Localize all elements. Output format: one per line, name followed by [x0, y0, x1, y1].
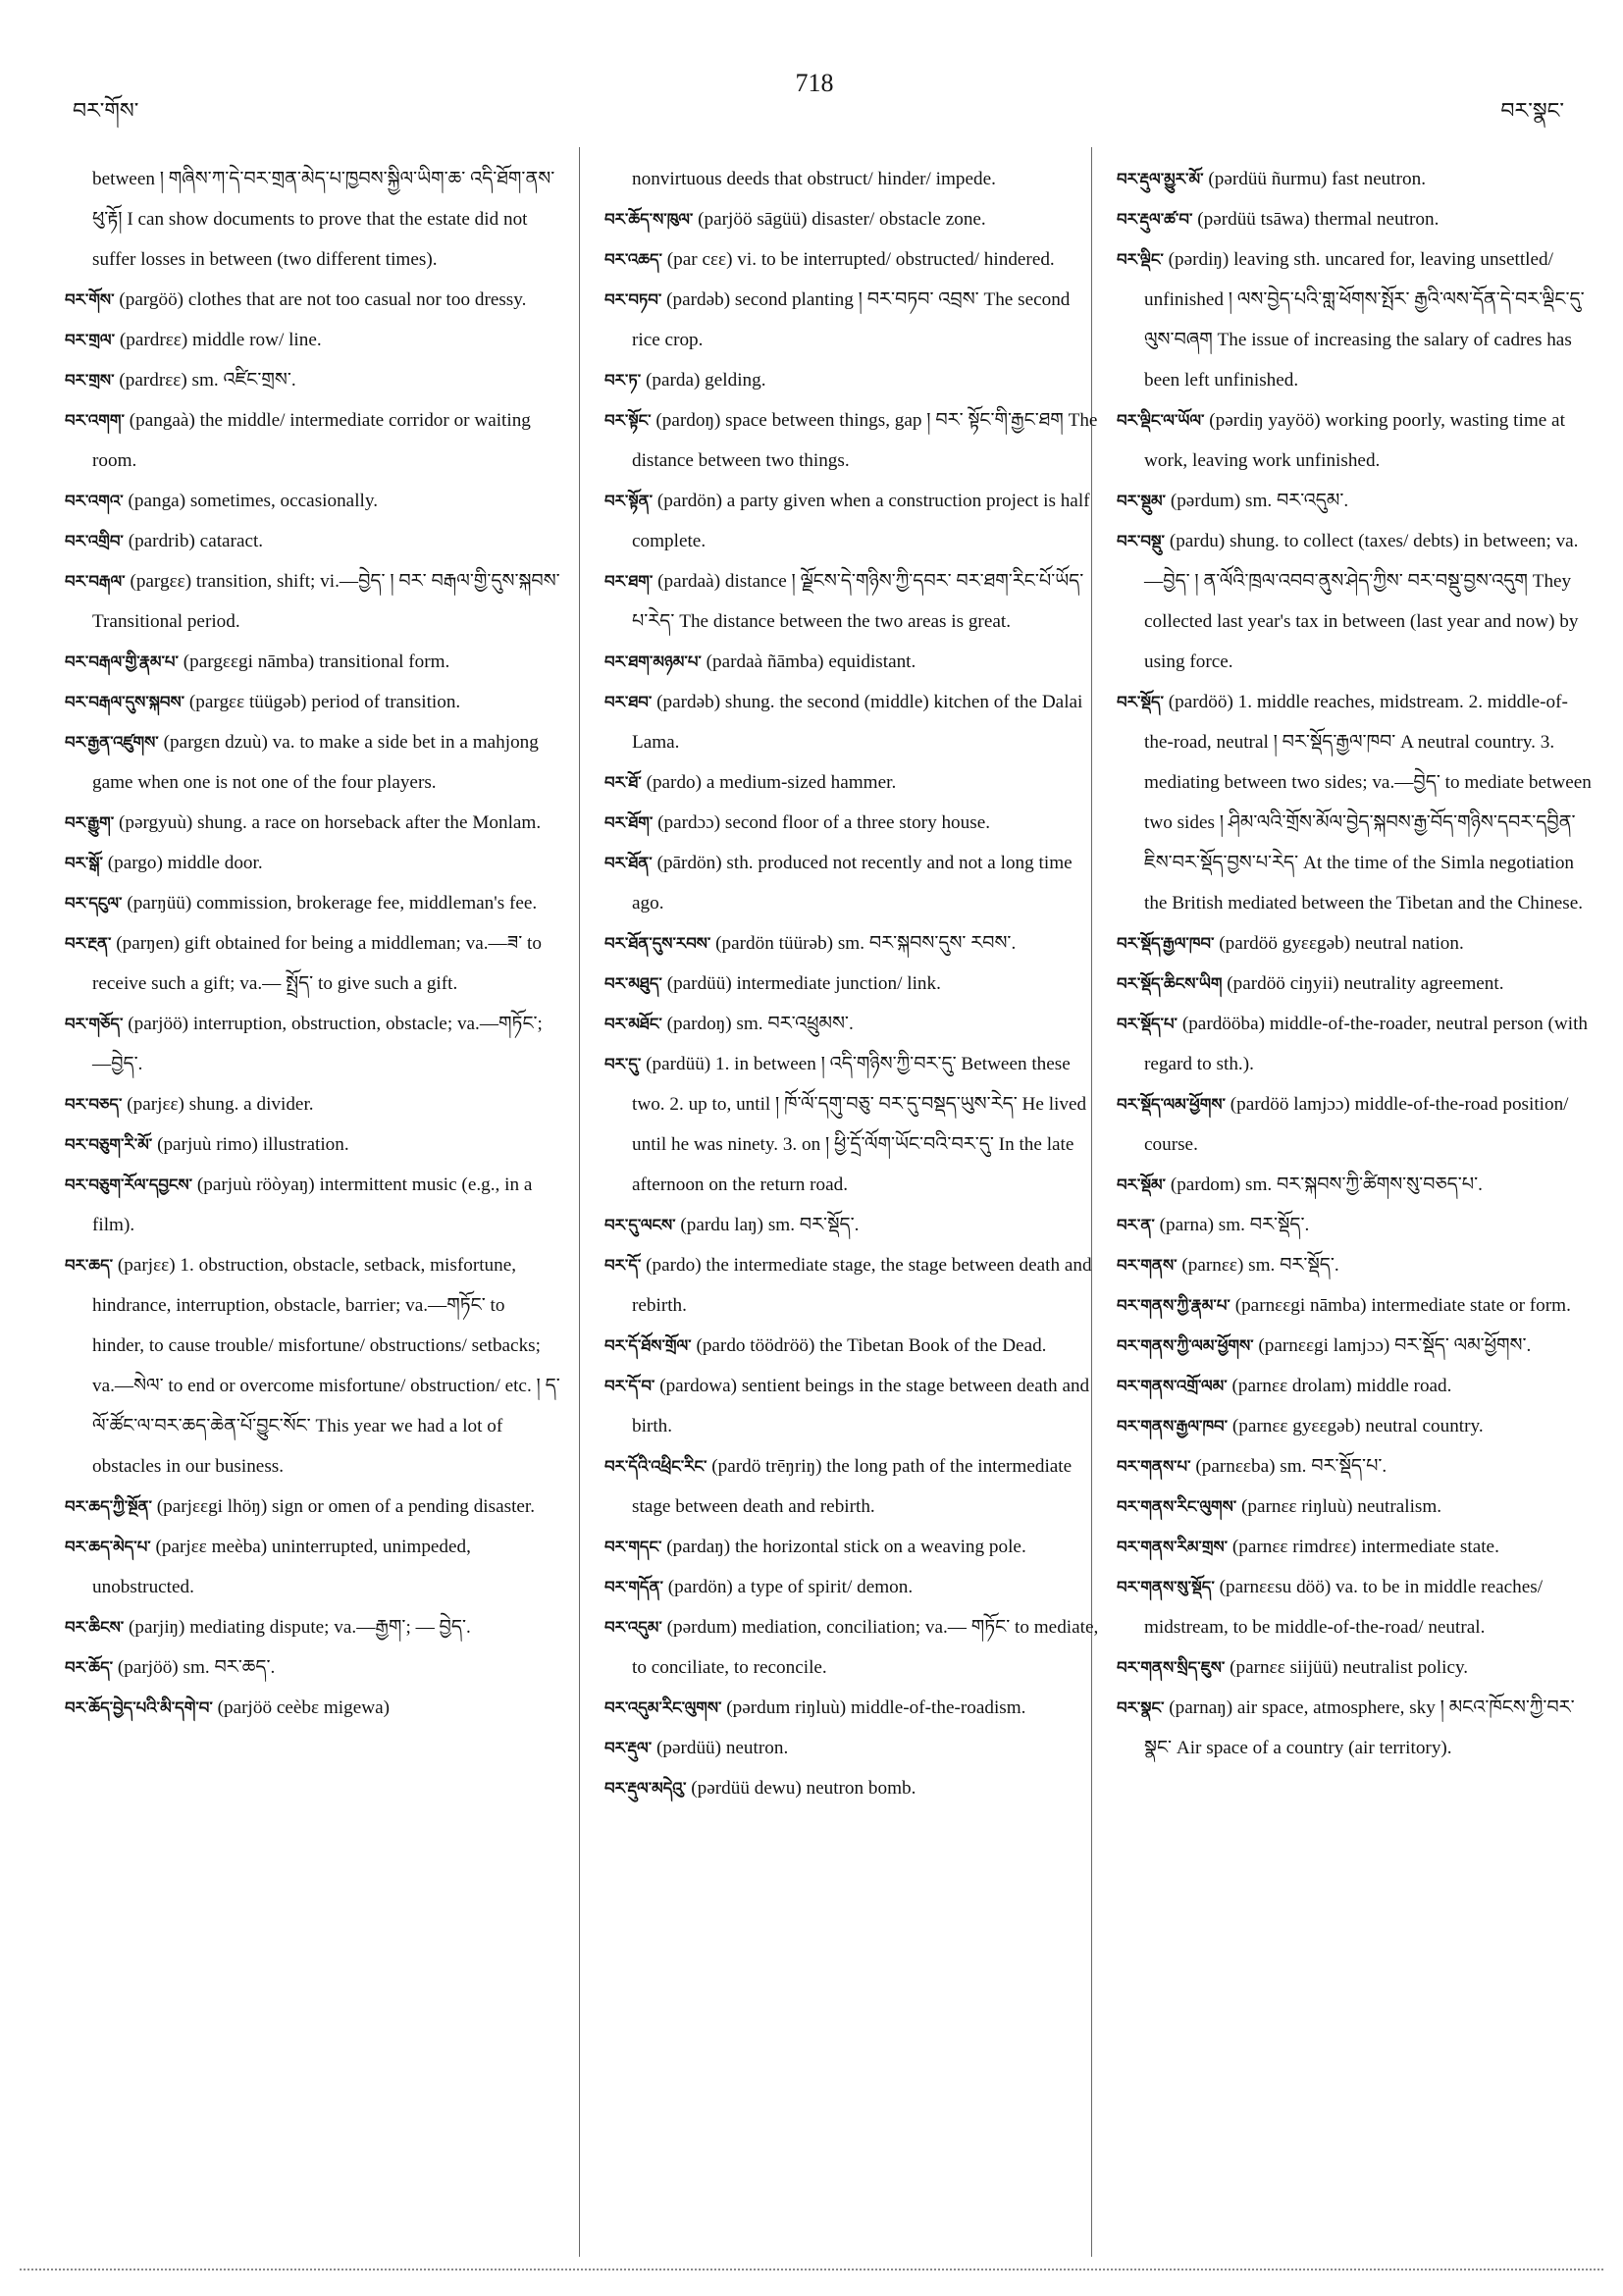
dictionary-entry: [43, 1688, 561, 1728]
dictionary-entry: [1095, 1487, 1596, 1527]
dictionary-entry: [43, 1084, 561, 1124]
entry-definition: (parjöö) sm. བར་ཆད་.: [117, 1657, 276, 1678]
entry-headword: བར་སྡོད་: [1117, 693, 1164, 711]
dictionary-entry: [1095, 199, 1596, 239]
entry-headword: བར་རྡུལ་: [604, 1739, 653, 1757]
entry-definition: (pardöö lamjɔɔ) middle-of-the-road position/ course.: [1144, 1094, 1569, 1155]
entry-definition: (panga) sometimes, occasionally.: [128, 491, 379, 511]
entry-definition: (pardö trēŋriŋ) the long path of the intermediate stage between death and rebirth.: [632, 1456, 1073, 1517]
dictionary-entry: [43, 883, 561, 923]
entry-headword: བར་དུ་ལངས་: [604, 1216, 676, 1234]
dictionary-entry: [43, 1607, 561, 1647]
entry-headword: བར་རྡུལ་མདེའུ་: [604, 1779, 687, 1798]
entry-definition: (parda) gelding.: [645, 370, 766, 391]
entry-headword: བར་གནས་རྒྱལ་ཁབ་: [1117, 1417, 1229, 1435]
entry-definition: (parnεε riŋluù) neutralism.: [1240, 1496, 1442, 1517]
entry-headword: བར་རྒྱན་འཛུགས་: [65, 733, 159, 752]
entry-headword: བར་འདུམ་: [604, 1618, 662, 1637]
column-1: [43, 159, 561, 2229]
entry-headword: བར་རྡུལ་མྱུར་མོ་: [1117, 170, 1204, 188]
dictionary-entry: [583, 400, 1099, 481]
entry-headword: བར་ཐག་: [604, 572, 654, 591]
entry-headword: བར་ཐག་མཉམ་པ་: [604, 652, 702, 671]
dictionary-entry: [43, 682, 561, 722]
dictionary-entry: [1095, 239, 1596, 400]
entry-headword: བར་ཐོན་དུས་རབས་: [604, 934, 711, 953]
dictionary-entry: [1095, 1688, 1596, 1768]
entry-definition: (pargεn dzuù) va. to make a side bet in a mahjong game when one is not one of the four players.: [92, 732, 539, 793]
dictionary-entry: [583, 239, 1099, 280]
dictionary-entry: [1095, 1165, 1596, 1205]
entry-definition: (parjuù rimo) illustration.: [157, 1134, 349, 1155]
dictionary-entry: [1095, 1285, 1596, 1326]
entry-headword: བར་གོས་: [65, 290, 115, 309]
entry-headword: བར་ཆད་: [65, 1256, 114, 1275]
entry-definition: (pardəb) shung. the second (middle) kitchen of the Dalai Lama.: [632, 692, 1083, 753]
entry-definition: (pardɔɔ) second floor of a three story house.: [657, 812, 991, 833]
dictionary-entry: [43, 1245, 561, 1487]
entry-definition: (parjöö) interruption, obstruction, obstacle; va.—གཏོང་; —བྱེད་.: [92, 1014, 543, 1074]
entry-definition: (pardöö) 1. middle reaches, midstream. 2. middle-of-the-road, neutral ། བར་སྡོད་རྒྱལ་ཁབ་ A neutral country. 3. mediating between two sides; va.—བྱེད་ to mediate between two sides ། ཤིམ་ལའི་གྲོས་མོལ་བྱེད་སྐབས་རྒྱ་བོད་གཉིས་དབར་དབྱིན་ ཇིས་བར་སྡོད་བྱས་པ་རེད་ At the time of the Simla negotiation the British mediated between the Tibetan and the Chinese.: [1144, 692, 1592, 913]
entry-definition: (pərdiŋ yayöö) working poorly, wasting time at work, leaving work unfinished.: [1144, 410, 1565, 471]
entry-definition: (parnεε siijüü) neutralist policy.: [1230, 1657, 1469, 1678]
entry-headword: བར་ཐབ་: [604, 693, 653, 711]
entry-definition: (pardo töödröö) the Tibetan Book of the Dead.: [696, 1335, 1047, 1356]
dictionary-entry: [1095, 1245, 1596, 1285]
entry-headword: བར་བཅུག་རི་མོ་: [65, 1135, 153, 1154]
entry-definition: (parjεεgi lhöŋ) sign or omen of a pending disaster.: [156, 1496, 536, 1517]
dictionary-entry: [583, 1527, 1099, 1567]
entry-headword: བར་སྡོད་རྒྱལ་ཁབ་: [1117, 934, 1215, 953]
entry-headword: བར་གནས་འགྲོ་ལམ་: [1117, 1377, 1228, 1395]
entry-definition: (parnεε) sm. བར་སྡོད་.: [1181, 1255, 1339, 1276]
dictionary-entry: [583, 923, 1099, 964]
entry-definition: (pardöö gyεεgəb) neutral nation.: [1219, 933, 1464, 954]
dictionary-entry: [1095, 923, 1596, 964]
dictionary-entry: [1095, 1446, 1596, 1487]
entry-headword: བར་གཅོད་: [65, 1015, 124, 1033]
entry-headword: བར་དོའི་འཕྲིང་རིང་: [604, 1457, 707, 1476]
entry-definition: (pārdön) sth. produced not recently and not a long time ago.: [632, 853, 1073, 913]
entry-headword: བར་དོ་: [604, 1256, 642, 1275]
dictionary-entry: [583, 682, 1099, 762]
dictionary-entry: [583, 1728, 1099, 1768]
entry-definition: (pərdüü) neutron.: [655, 1738, 789, 1758]
entry-definition: (parjöö ceèbε migewa): [217, 1697, 390, 1718]
entry-definition: (pargεεgi nāmba) transitional form.: [183, 652, 450, 672]
dictionary-entry: [1095, 1004, 1596, 1084]
dictionary-entry: [1095, 1084, 1596, 1165]
entry-definition: (pardön) a type of spirit/ demon.: [667, 1577, 914, 1597]
entry-headword: བར་གནས་སྲིད་ཇུས་: [1117, 1658, 1226, 1677]
entry-headword: བར་རྡུལ་ཚ་བ་: [1117, 210, 1193, 229]
entry-definition: (parnεεgi nāmba) intermediate state or form.: [1234, 1295, 1571, 1316]
entry-headword: བར་འཆད་: [604, 250, 662, 269]
entry-headword: བར་དོ་ཐོས་གྲོལ་: [604, 1336, 692, 1355]
dictionary-entry: [583, 1326, 1099, 1366]
entry-headword: བར་ཆིངས་: [65, 1618, 125, 1637]
entry-headword: བར་སྣང་: [1117, 1698, 1165, 1717]
entry-definition: (parna) sm. བར་སྡོད་.: [1159, 1215, 1310, 1235]
entry-definition: (pardo) the intermediate stage, the stage between death and rebirth.: [632, 1255, 1092, 1316]
dictionary-entry: [43, 521, 561, 561]
entry-headword: བར་དོ་བ་: [604, 1377, 655, 1395]
entry-definition: (pardrεε) middle row/ line.: [119, 330, 322, 350]
entry-definition: (pardön) a party given when a construction project is half complete.: [632, 491, 1090, 551]
dictionary-entry: [1095, 521, 1596, 682]
entry-headword: བར་སྒོ་: [65, 854, 103, 872]
dictionary-entry: [583, 481, 1099, 561]
entry-definition: (pardoŋ) sm. བར་འཕྲུམས་.: [666, 1014, 854, 1034]
entry-definition: (pardu laŋ) sm. བར་སྡོད་.: [680, 1215, 860, 1235]
entry-definition: (pardaà) distance ། ལྗོངས་དེ་གཉིས་ཀྱི་དབར་ བར་ཐག་རིང་པོ་ཡོད་པ་རེད་ The distance between the two areas is great.: [632, 571, 1084, 632]
running-head-left: བར་གོས་: [73, 99, 139, 124]
entry-definition: (pərgyuù) shung. a race on horseback after the Monlam.: [119, 812, 542, 833]
entry-definition: (pardaà ñāmba) equidistant.: [706, 652, 916, 672]
dictionary-entry: [43, 280, 561, 320]
entry-headword: བར་བཏབ་: [604, 290, 662, 309]
entry-headword: བར་ན་: [1117, 1216, 1155, 1234]
running-head-right: བར་སྣང་: [1500, 99, 1564, 124]
dictionary-entry: [583, 1567, 1099, 1607]
dictionary-entry: [1095, 1366, 1596, 1406]
dictionary-entry: [1095, 1406, 1596, 1446]
dictionary-entry: [583, 1688, 1099, 1728]
entry-definition: (parnεε rimdrεε) intermediate state.: [1231, 1537, 1499, 1557]
entry-definition: (pargεε) transition, shift; vi.—བྱེད་ ། བར་ བརྒལ་གྱི་དུས་སྐབས་ Transitional period.: [92, 571, 560, 632]
entry-continuation: [43, 159, 561, 280]
entry-definition: (parnεε gyεεgəb) neutral country.: [1231, 1416, 1484, 1436]
dictionary-entry: [583, 803, 1099, 843]
entry-definition: (parnεεba) sm. བར་སྡོད་པ་.: [1195, 1456, 1387, 1477]
entry-headword: བར་མཐུད་: [604, 974, 662, 993]
dictionary-entry: [583, 1366, 1099, 1446]
dictionary-entry: [1095, 682, 1596, 923]
dictionary-entry: [43, 561, 561, 642]
entry-definition: (pərdiŋ) leaving sth. uncared for, leaving unsettled/ unfinished ། ལས་བྱེད་པའི་གླ་ཕོགས་སྤོར་ རྒྱའི་ལས་དོན་དེ་བར་ལྡིང་དུ་ལུས་བཞག The issue of increasing the salary of cadres has been left unfinished.: [1144, 249, 1585, 391]
entry-definition: (pardööba) middle-of-the-roader, neutral person (with regard to sth.).: [1144, 1014, 1589, 1074]
dictionary-entry: [43, 1004, 561, 1084]
dictionary-entry: [583, 280, 1099, 360]
dictionary-entry: [43, 1124, 561, 1165]
entry-headword: བར་ལྡིང་ལ་ཡོལ་: [1117, 411, 1205, 430]
entry-definition: (pargöö) clothes that are not too casual nor too dressy.: [119, 289, 527, 310]
entry-definition: between ། གཞིས་ཀ་དེ་བར་གྲན་མེད་པ་ཁྱབས་སྐྱིལ་ཡིག་ཆ་ འདི་ཐོག་ནས་ཕུ་རྟོ། I can show documents to prove that the estate did not suffer losses in between (two different times).: [92, 169, 555, 270]
dictionary-entry: [43, 400, 561, 481]
dictionary-entry: [1095, 964, 1596, 1004]
entry-headword: བར་ཆོད་: [65, 1658, 114, 1677]
dictionary-entry: [583, 1768, 1099, 1808]
entry-definition: (pardəb) second planting ། བར་བཏབ་ འབྲས་ The second rice crop.: [632, 289, 1071, 350]
entry-definition: (pərdüü tsāwa) thermal neutron.: [1197, 209, 1440, 230]
dictionary-entry: [1095, 1527, 1596, 1567]
dictionary-entry: [43, 642, 561, 682]
entry-headword: བར་ཆད་མེད་པ་: [65, 1538, 151, 1556]
entry-definition: (parnεεgi lamjɔɔ) བར་སྡོད་ ལམ་ཕྱོགས་.: [1258, 1335, 1532, 1356]
dictionary-entry: [583, 199, 1099, 239]
entry-definition: (par cεε) vi. to be interrupted/ obstructed/ hindered.: [666, 249, 1055, 270]
entry-definition: (pangaà) the middle/ intermediate corridor or waiting room.: [92, 410, 531, 471]
dictionary-entry: [1095, 1567, 1596, 1647]
column-2: [583, 159, 1099, 2229]
dictionary-entry: [583, 642, 1099, 682]
entry-definition: (parŋüü) commission, brokerage fee, middleman's fee.: [127, 893, 538, 913]
dictionary-entry: [43, 360, 561, 400]
dictionary-entry: [1095, 400, 1596, 481]
entry-definition: (pardo) a medium-sized hammer.: [646, 772, 897, 793]
entry-headword: བར་གནས་སུ་སྡོད་: [1117, 1578, 1215, 1596]
entry-definition: nonvirtuous deeds that obstruct/ hinder/ impede.: [632, 169, 996, 189]
entry-definition: (pardön tüürəb) sm. བར་སྐབས་དུས་ རབས་.: [715, 933, 1017, 954]
entry-definition: (pardaŋ) the horizontal stick on a weaving pole.: [666, 1537, 1026, 1557]
entry-headword: བར་རྒྱུག་: [65, 813, 115, 832]
entry-headword: བར་ལྡིང་: [1117, 250, 1164, 269]
entry-definition: (pərdum riŋluù) middle-of-the-roadism.: [726, 1697, 1026, 1718]
entry-headword: བར་སྡོད་ཆིངས་ཡིག: [1117, 974, 1223, 993]
dictionary-entry: [1095, 1326, 1596, 1366]
dictionary-entry: [43, 1165, 561, 1245]
entry-headword: བར་ཏ་: [604, 371, 642, 390]
entry-definition: (parjuù röòyaŋ) intermittent music (e.g., in a film).: [92, 1174, 533, 1235]
entry-definition: (pargεε tüügəb) period of transition.: [188, 692, 461, 712]
dictionary-entry: [583, 561, 1099, 642]
entry-definition: (parnaŋ) air space, atmosphere, sky ། མངའ་ཁོངས་ཀྱི་བར་སྣང་ Air space of a country (air territory).: [1144, 1697, 1575, 1758]
entry-definition: (pardom) sm. བར་སྐབས་ཀྱི་ཚིགས་སུ་བཅད་པ་.: [1170, 1174, 1483, 1195]
entry-headword: བར་འགྲིབ་: [65, 532, 124, 550]
column-3: [1095, 159, 1596, 2229]
page-number: 718: [795, 69, 834, 97]
entry-headword: བར་ཆད་ཀྱི་སྔོན་: [65, 1497, 152, 1516]
entry-headword: བར་སྡོམ་: [1117, 1175, 1167, 1194]
entry-headword: བར་གྲལ་: [65, 331, 116, 349]
entry-definition: (pardöö ciŋyii) neutrality agreement.: [1227, 973, 1504, 994]
entry-headword: བར་གྲས་: [65, 371, 115, 390]
dictionary-entry: [1095, 159, 1596, 199]
dictionary-entry: [43, 1647, 561, 1688]
entry-headword: བར་གདོན་: [604, 1578, 663, 1596]
footer-dotted-rule: [20, 2269, 1603, 2270]
entry-headword: བར་གནས་: [1117, 1256, 1178, 1275]
entry-definition: (parjiŋ) mediating dispute; va.—རྒྱག་; — བྱེད་.: [129, 1617, 471, 1638]
entry-headword: བར་བསྡུ་: [1117, 532, 1166, 550]
entry-definition: (pərdüü dewu) neutron bomb.: [691, 1778, 916, 1799]
entry-definition: (pardowa) sentient beings in the stage between death and birth.: [632, 1376, 1090, 1436]
dictionary-entry: [1095, 481, 1596, 521]
entry-headword: བར་དངུལ་: [65, 894, 123, 913]
entry-headword: བར་ཐོན་: [604, 854, 653, 872]
dictionary-entry: [1095, 1205, 1596, 1245]
dictionary-entry: [583, 1607, 1099, 1688]
entry-definition: (pardoŋ) space between things, gap ། བར་ སྟོང་གི་རྒྱང་ཐག The distance between two things.: [632, 410, 1098, 471]
entry-definition: (parjöö sāgüü) disaster/ obstacle zone.: [698, 209, 986, 230]
entry-definition: (pərdum) mediation, conciliation; va.— གཏོང་ to mediate, to conciliate, to reconcile.: [632, 1617, 1099, 1678]
entry-definition: (pərdum) sm. བར་འདུམ་.: [1170, 491, 1349, 511]
dictionary-entry: [43, 481, 561, 521]
dictionary-entry: [583, 1245, 1099, 1326]
entry-headword: བར་བརྒལ་གྱི་རྣམ་པ་: [65, 652, 179, 671]
entry-headword: བར་ཐོག་: [604, 813, 654, 832]
dictionary-entry: [43, 320, 561, 360]
entry-headword: བར་སྟོང་: [604, 411, 652, 430]
entry-headword: བར་གནས་ཀྱི་ལམ་ཕྱོགས་: [1117, 1336, 1254, 1355]
entry-headword: བར་གནས་རིང་ལུགས་: [1117, 1497, 1237, 1516]
dictionary-entry: [43, 803, 561, 843]
entry-headword: བར་སྡོད་པ་: [1117, 1015, 1178, 1033]
entry-definition: (pardüü) 1. in between ། འདི་གཉིས་ཀྱི་བར་དུ་ Between these two. 2. up to, until ། ཁོ་ལོ་དགུ་བཅུ་ བར་དུ་བསྡད་ཡུས་རེད་ He lived until he was ninety. 3. on ། ཕྱི་དྲོ་ལོག་ཡོང་བའི་བར་དུ་ In the late afternoon on the return road.: [632, 1054, 1087, 1195]
dictionary-entry: [43, 1487, 561, 1527]
entry-definition: (parjεε) 1. obstruction, obstacle, setback, misfortune, hindrance, interruption, obstacle, barrier; va.—གཏོང་ to hinder, to cause trouble/ misfortune/ obstructions/ setbacks; va.—སེལ་ to end or overcome misfortune/ obstruction/ etc. ། ད་ལོ་ཚོང་ལ་བར་ཆད་ཆེན་པོ་བྱུང་སོང་ This year we had a lot of obstacles in our business.: [92, 1255, 560, 1477]
entry-definition: (parnεεsu döö) va. to be in middle reaches/ midstream, to be middle-of-the-road/ neutral.: [1144, 1577, 1544, 1638]
entry-definition: (parjεε) shung. a divider.: [127, 1094, 314, 1115]
entry-definition: (parŋen) gift obtained for being a middleman; va.—ཟ་ to receive such a gift; va.— སྤྲོད་ to give such a gift.: [92, 933, 542, 994]
entry-headword: བར་མཐོང་: [604, 1015, 662, 1033]
dictionary-entry: [583, 360, 1099, 400]
entry-headword: བར་བརྒལ་དུས་སྐབས་: [65, 693, 185, 711]
entry-headword: བར་གནས་ཀྱི་རྣམ་པ་: [1117, 1296, 1230, 1315]
dictionary-entry: [583, 1044, 1099, 1205]
dictionary-entry: [1095, 1647, 1596, 1688]
dictionary-entry: [583, 762, 1099, 803]
dictionary-entry: [583, 1446, 1099, 1527]
entry-continuation: [583, 159, 1099, 199]
dictionary-entry: [583, 964, 1099, 1004]
entry-headword: བར་སྡོད་ལམ་ཕྱོགས་: [1117, 1095, 1226, 1114]
entry-headword: བར་རྔན་: [65, 934, 112, 953]
entry-definition: (pərdüü ñurmu) fast neutron.: [1208, 169, 1427, 189]
entry-definition: (pargo) middle door.: [107, 853, 263, 873]
dictionary-entry: [43, 923, 561, 1004]
dictionary-body: [43, 159, 1594, 2229]
dictionary-entry: [583, 1205, 1099, 1245]
entry-headword: བར་ཆོད་ས་ཁུལ་: [604, 210, 694, 229]
entry-headword: བར་འགའ་: [65, 492, 124, 510]
entry-headword: བར་ཆོད་བྱེད་པའི་མི་དགེ་བ་: [65, 1698, 213, 1717]
entry-headword: བར་བཅུག་རོལ་དབྱངས་: [65, 1175, 193, 1194]
entry-definition: (parnεε drolam) middle road.: [1231, 1376, 1452, 1396]
entry-definition: (pardrεε) sm. འཛིང་གྲས་.: [119, 370, 296, 391]
dictionary-entry: [43, 1527, 561, 1607]
dictionary-entry: [583, 1004, 1099, 1044]
entry-headword: བར་འདུམ་རིང་ལུགས་: [604, 1698, 722, 1717]
dictionary-entry: [43, 843, 561, 883]
entry-headword: བར་གནས་པ་: [1117, 1457, 1191, 1476]
dictionary-entry: [43, 722, 561, 803]
entry-headword: བར་སྡུམ་: [1117, 492, 1167, 510]
dictionary-entry: [583, 843, 1099, 923]
entry-definition: (pardrib) cataract.: [128, 531, 264, 551]
entry-headword: བར་དུ་: [604, 1055, 642, 1073]
entry-definition: (pardüü) intermediate junction/ link.: [666, 973, 941, 994]
entry-headword: བར་འགག་: [65, 411, 125, 430]
entry-headword: བར་ཐོ་: [604, 773, 642, 792]
entry-headword: བར་གནས་རིམ་གྲས་: [1117, 1538, 1229, 1556]
entry-headword: བར་བཅད་: [65, 1095, 123, 1114]
entry-headword: བར་གདང་: [604, 1538, 662, 1556]
entry-headword: བར་བརྒལ་: [65, 572, 126, 591]
entry-definition: (pardu) shung. to collect (taxes/ debts) in between; va.—བྱེད་ ། ན་ལོའི་ཁྲལ་འབབ་ནུས་ཤེད་ཀྱིས་ བར་བསྡུ་བྱས་འདུག They collected last year's tax in between (last year and now) by using force.: [1144, 531, 1579, 672]
entry-definition: (parjεε meèba) uninterrupted, unimpeded, unobstructed.: [92, 1537, 471, 1597]
entry-headword: བར་སྟོན་: [604, 492, 654, 510]
